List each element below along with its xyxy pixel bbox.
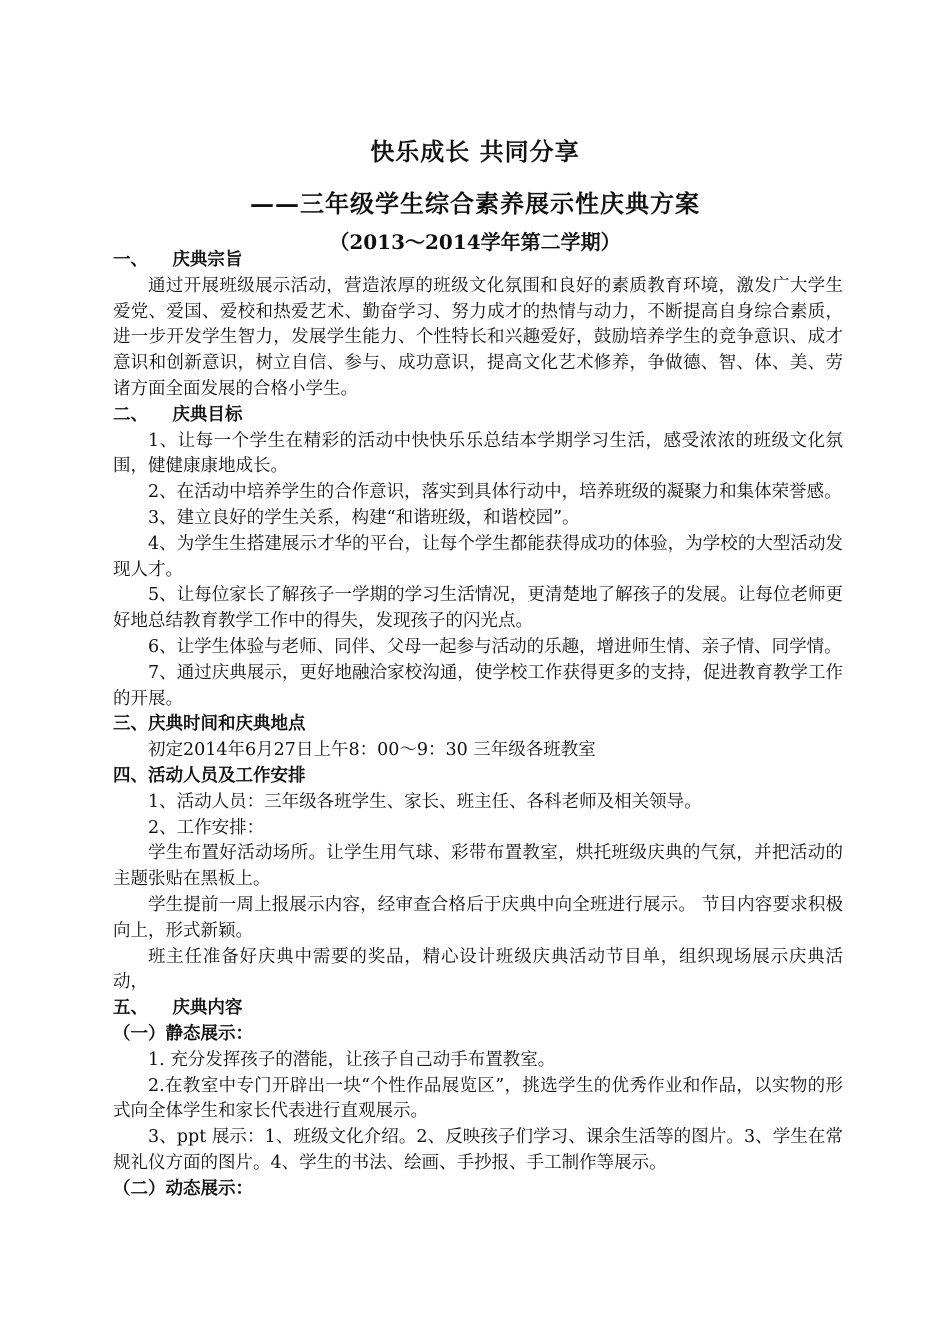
document-term: （2013～2014学年第二学期） [329,230,621,254]
paragraph: 3、建立良好的学生关系，构建“和谐班级，和谐校园”。 [148,507,580,528]
section-heading-content: 五、 庆典内容 [113,998,243,1019]
subsection-heading-static: （一）静态展示： [113,1023,253,1044]
paragraph: 3、ppt 展示：1、班级文化介绍。2、反映孩子们学习、课余生活等的图片。3、学生在常规礼仪方面的图片。4、学生的书法、绘画、手抄报、手工制作等展示。 [113,1127,843,1173]
subsection-heading-dynamic: （二）动态展示： [113,1178,253,1199]
paragraph: 1、让每一个学生在精彩的活动中快快乐乐总结本学期学习生活，感受浓浓的班级文化氛围，健健康康地成长。 [113,430,843,477]
paragraph: 班主任准备好庆典中需要的奖品，精心设计班级庆典活动节目单，组织现场展示庆典活动， [113,946,843,993]
paragraph: 1、活动人员：三年级各班学生、家长、班主任、各科老师及相关领导。 [148,791,702,812]
paragraph: 学生提前一周上报展示内容，经审查合格后于庆典中向全班进行展示。 节目内容要求积极向上，形式新颖。 [113,894,843,941]
paragraph: 2、在活动中培养学生的合作意识，落实到具体行动中，培养班级的凝聚力和集体荣誉感。 [148,482,842,503]
section-heading-time-place: 三、庆典时间和庆典地点 [113,714,306,735]
section-heading-purpose: 一、 庆典宗旨 [113,250,243,270]
paragraph: 通过开展班级展示活动，营造浓厚的班级文化氛围和良好的素质教育环境，激发广大学生爱党、爱国、爱校和热爱艺术、勤奋学习、努力成才的热情与动力，不断提高自身综合素质，进一步开发学生智力，发展学生能力、个性特长和兴趣爱好，鼓励培养学生的竞争意识、成才意识和创新意识，树立自信、参与、成功意识，提高文化艺术修养，争做德、智、体、美、劳诸方面全面发展的合格小学生。 [113,275,843,399]
paragraph: 1. 充分发挥孩子的潜能，让孩子自己动手布置教室。 [148,1049,556,1070]
document-title: 快乐成长 共同分享 [370,137,580,166]
section-heading-goals: 二、 庆典目标 [113,404,243,425]
paragraph: 2、工作安排： [148,817,265,838]
section-heading-staff: 四、活动人员及工作安排 [113,765,306,786]
paragraph: 5、让每位家长了解孩子一学期的学习生活情况，更清楚地了解孩子的发展。让每位老师更好地总结教育教学工作中的得失，发现孩子的闪光点。 [113,585,843,632]
paragraph: 2.在教室中专门开辟出一块“个性作品展览区”，挑选学生的优秀作业和作品，以实物的形式向全体学生和家长代表进行直观展示。 [113,1075,843,1122]
paragraph: 4、为学生生搭建展示才华的平台，让每个学生都能获得成功的体验，为学校的大型活动发现人才。 [113,533,843,580]
paragraph: 学生布置好活动场所。让学生用气球、彩带布置教室，烘托班级庆典的气氛，并把活动的主题张贴在黑板上。 [113,843,843,890]
document-body [113,248,843,1202]
paragraph: 初定2014年6月27日上午8：00～9：30 三年级各班教室 [148,740,596,761]
paragraph: 6、让学生体验与老师、同伴、父母一起参与活动的乐趣，增进师生情、亲子情、同学情。 [148,636,842,657]
paragraph: 7、通过庆典展示，更好地融洽家校沟通，使学校工作获得更多的支持，促进教育教学工作的开展。 [113,662,843,709]
document-subtitle: ——三年级学生综合素养展示性庆典方案 [250,189,700,218]
